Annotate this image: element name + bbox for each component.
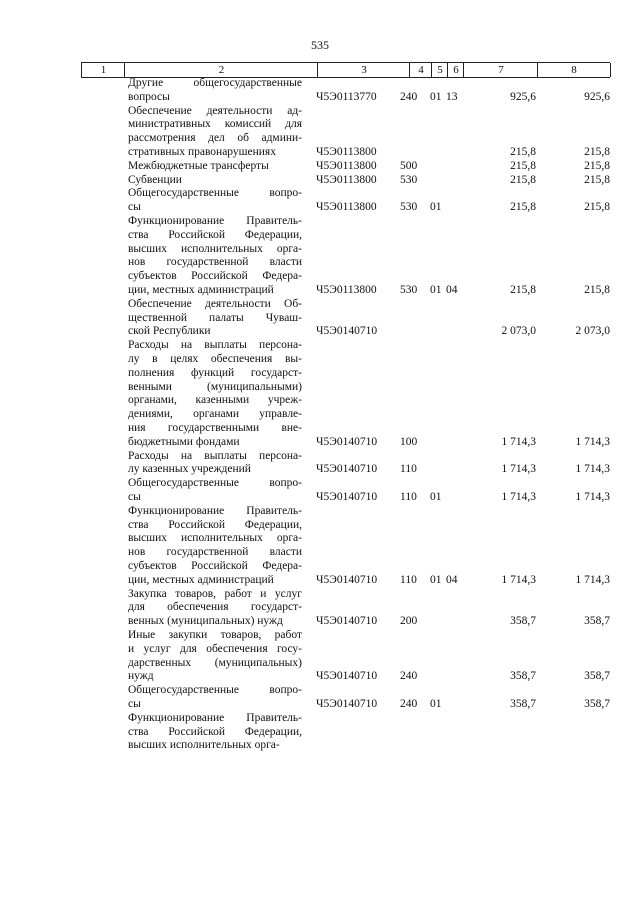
row-description [128, 712, 302, 753]
description-line: венными (муниципальными) [128, 380, 302, 393]
row-value-8: 215,8 [584, 284, 610, 296]
row-code: Ч5Э0140710 [316, 490, 378, 503]
description-line: лу в целях обеспечения вы- [128, 352, 302, 365]
row-col4: 530 [400, 173, 418, 186]
page-number: 535 [311, 38, 329, 52]
description-line: Межбюджетные трансферты [128, 159, 269, 172]
header-col-7: 7 [463, 63, 538, 77]
row-value-7: 1 714,3 [501, 463, 536, 476]
row-value-7: 1 714,3 [501, 435, 536, 448]
description-line: нов государственной власти [128, 546, 302, 559]
row-col5: 01 [430, 201, 442, 214]
row-col6: 13 [446, 90, 458, 103]
description-line: Общегосударственные вопро- [128, 684, 302, 697]
row-value-7: 925,6 [510, 90, 536, 103]
table-row [0, 105, 640, 160]
row-value-7: 1 714,3 [501, 573, 536, 586]
row-description [128, 77, 302, 105]
table-row [0, 588, 640, 629]
description-line: высших исполнительных орга- [128, 532, 302, 545]
table-row [0, 450, 640, 478]
row-description [128, 339, 302, 449]
row-col5: 01 [430, 284, 442, 296]
table-row [0, 298, 640, 339]
description-line: министративных комиссий для [128, 118, 302, 131]
row-value-7: 358,7 [510, 697, 536, 710]
header-col-4: 4 [409, 63, 432, 77]
row-col4: 240 [400, 90, 418, 103]
description-line: дарственных (муниципальных) [128, 656, 302, 669]
row-value-8: 358,7 [584, 615, 610, 628]
row-value-8: 925,6 [584, 90, 610, 103]
row-value-7: 215,8 [510, 145, 536, 158]
description-line: Функционирование Правитель- [128, 504, 302, 517]
description-line: сы [128, 697, 141, 710]
header-col-1: 1 [81, 63, 125, 77]
row-col4: 110 [400, 463, 417, 476]
row-description [128, 174, 302, 188]
description-line: Обеспечение деятельности ад- [128, 104, 302, 117]
description-line: лу казенных учреждений [128, 463, 251, 476]
description-line: и услуг для обеспечения госу- [128, 642, 302, 655]
row-col5: 01 [430, 573, 442, 586]
description-line: Закупка товаров, работ и услуг [128, 587, 302, 600]
description-line: Субвенции [128, 173, 182, 186]
row-code: Ч5Э0113800 [316, 159, 377, 172]
row-description [128, 588, 302, 629]
row-value-8: 358,7 [584, 697, 610, 710]
row-value-8: 1 714,3 [575, 573, 610, 586]
row-col5: 01 [430, 490, 442, 503]
row-value-7: 215,8 [510, 201, 536, 214]
row-code: Ч5Э0140710 [316, 670, 378, 683]
description-line: органами, казенными учреж- [128, 394, 302, 407]
description-line: нужд [128, 670, 154, 683]
row-col4: 530 [400, 201, 418, 214]
row-col4: 110 [400, 490, 417, 503]
description-line: высших исполнительных орга- [128, 242, 302, 255]
row-value-7: 215,8 [510, 173, 536, 186]
row-code: Ч5Э0140710 [316, 573, 378, 586]
table-row [0, 77, 640, 105]
row-code: Ч5Э0140710 [316, 615, 378, 628]
row-code: Ч5Э0140710 [316, 325, 378, 338]
header-col-5: 5 [431, 63, 448, 77]
row-description [128, 298, 302, 339]
table-row [0, 684, 640, 712]
row-code: Ч5Э0140710 [316, 463, 378, 476]
row-col4: 530 [400, 284, 418, 296]
row-description [128, 684, 302, 712]
description-line: Расходы на выплаты персона- [128, 339, 302, 352]
row-value-8: 1 714,3 [575, 463, 610, 476]
row-description [128, 450, 302, 478]
row-code: Ч5Э0113800 [316, 284, 377, 296]
row-code: Ч5Э0113800 [316, 145, 377, 158]
description-line: Функционирование Правитель- [128, 215, 302, 227]
row-value-7: 358,7 [510, 670, 536, 683]
description-line: субъектов Российской Федера- [128, 270, 302, 283]
description-line: ства Российской Федерации, [128, 228, 302, 241]
row-description [128, 629, 302, 684]
row-value-7: 215,8 [510, 159, 536, 172]
row-value-8: 215,8 [584, 201, 610, 214]
description-line: высших исполнительных орга- [128, 739, 280, 752]
description-line: субъектов Российской Федера- [128, 559, 302, 572]
description-line: Другие общегосударственные [128, 77, 302, 89]
row-value-7: 358,7 [510, 615, 536, 628]
description-line: для обеспечения государст- [128, 601, 302, 614]
description-line: сы [128, 490, 141, 503]
row-description [128, 187, 302, 215]
description-line: Иные закупки товаров, работ [128, 629, 302, 641]
description-line: ния государственными вне- [128, 421, 302, 434]
table-row [0, 187, 640, 215]
table-header [81, 62, 610, 78]
header-col-3: 3 [317, 63, 410, 77]
description-line: Обеспечение деятельности Об- [128, 297, 302, 310]
row-col4: 200 [400, 615, 418, 628]
description-line: Расходы на выплаты персона- [128, 449, 302, 462]
row-code: Ч5Э0113770 [316, 90, 377, 103]
description-line: нов государственной власти [128, 256, 302, 269]
row-col4: 110 [400, 573, 417, 586]
description-line: ства Российской Федерации, [128, 518, 302, 531]
row-col6: 04 [446, 284, 458, 296]
description-line: вопросы [128, 90, 170, 103]
header-col-2: 2 [124, 63, 318, 77]
description-line: щественной палаты Чуваш- [128, 311, 302, 324]
row-description [128, 477, 302, 505]
table-row [0, 477, 640, 505]
table-row [0, 629, 640, 684]
description-line: ции, местных администраций [128, 573, 274, 586]
row-col5: 01 [430, 90, 442, 103]
table-row [0, 215, 640, 298]
description-line: бюджетными фондами [128, 435, 240, 448]
description-line: полнения функций государст- [128, 366, 302, 379]
row-value-8: 2 073,0 [575, 325, 610, 338]
row-code: Ч5Э0113800 [316, 201, 377, 214]
header-col-6: 6 [447, 63, 464, 77]
row-description [128, 505, 302, 588]
row-description [128, 160, 302, 174]
description-line: венных (муниципальных) нужд [128, 615, 283, 628]
row-code: Ч5Э0140710 [316, 435, 378, 448]
description-line: дениями, органами управле- [128, 408, 302, 421]
row-code: Ч5Э0140710 [316, 697, 378, 710]
description-line: ской Республики [128, 325, 211, 338]
row-value-7: 2 073,0 [501, 325, 536, 338]
description-line: ства Российской Федерации, [128, 725, 302, 738]
table-row [0, 505, 640, 588]
header-col-8: 8 [537, 63, 611, 77]
description-line: Функционирование Правитель- [128, 711, 302, 724]
row-value-8: 215,8 [584, 173, 610, 186]
row-col4: 500 [400, 159, 418, 172]
row-col4: 240 [400, 670, 418, 683]
row-col5: 01 [430, 697, 442, 710]
row-value-8: 215,8 [584, 145, 610, 158]
row-value-7: 1 714,3 [501, 490, 536, 503]
description-line: сы [128, 201, 141, 214]
row-code: Ч5Э0113800 [316, 173, 377, 186]
row-value-8: 358,7 [584, 670, 610, 683]
description-line: Общегосударственные вопро- [128, 187, 302, 200]
description-line: стративных правонарушениях [128, 145, 276, 158]
row-col4: 100 [400, 435, 418, 448]
row-value-8: 1 714,3 [575, 490, 610, 503]
table-row [0, 174, 640, 188]
row-value-8: 1 714,3 [575, 435, 610, 448]
description-line: ции, местных администраций [128, 283, 274, 296]
table-row [0, 712, 640, 753]
row-col4: 240 [400, 697, 418, 710]
table-row [0, 339, 640, 449]
description-line: рассмотрения дел об админи- [128, 132, 302, 145]
table-row [0, 160, 640, 174]
row-value-8: 215,8 [584, 159, 610, 172]
description-line: Общегосударственные вопро- [128, 477, 302, 490]
row-description [128, 215, 302, 298]
row-col6: 04 [446, 573, 458, 586]
row-description [128, 105, 302, 160]
row-value-7: 215,8 [510, 284, 536, 296]
